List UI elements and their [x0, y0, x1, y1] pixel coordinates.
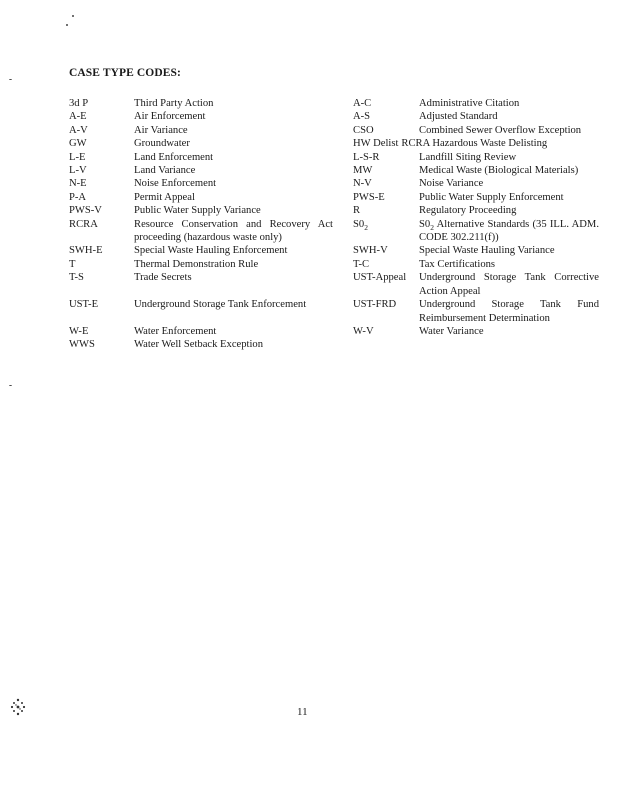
case-code: L-E: [69, 151, 86, 163]
case-description: Noise Variance: [419, 178, 484, 190]
desc-rest: Alternative Standards (35 ILL. ADM. CODE 302.211(f)): [419, 218, 599, 244]
case-code: A-S: [353, 111, 371, 123]
case-description: Water Variance: [419, 325, 484, 337]
case-code: N-E: [69, 178, 87, 190]
list-item: [69, 271, 333, 284]
case-code: 3d P: [69, 98, 89, 109]
case-description: Third Party Action: [134, 98, 214, 109]
case-description: Resource Conservation and Recovery Act proceeding (hazardous waste only): [134, 218, 333, 244]
list-item: [69, 325, 333, 338]
scan-speck: [72, 15, 74, 17]
section-heading: CASE TYPE CODES:: [69, 67, 181, 79]
case-description: Groundwater: [134, 138, 190, 150]
case-code: P-A: [69, 191, 87, 203]
list-item: [353, 151, 599, 164]
case-description: Underground Storage Tank Fund Reimbursement Determination: [419, 299, 599, 324]
list-item: [69, 204, 333, 217]
scan-speck: [9, 79, 12, 80]
list-item: [353, 298, 599, 325]
list-item: [353, 177, 599, 190]
case-description: Medical Waste (Biological Materials): [419, 165, 579, 177]
case-description: Underground Storage Tank Enforcement: [134, 299, 307, 311]
case-code: [353, 218, 419, 245]
case-description: Special Waste Hauling Variance: [419, 245, 555, 257]
case-description: RCRA Hazardous Waste Delisting: [401, 138, 548, 150]
case-code: L-S-R: [353, 151, 380, 163]
case-description: Noise Enforcement: [134, 178, 217, 190]
case-description: Combined Sewer Overflow Exception: [419, 124, 582, 136]
case-code: HW Delist: [353, 138, 399, 150]
list-item: [69, 124, 333, 137]
desc-main: S0: [419, 218, 431, 230]
case-code: PWS-V: [69, 205, 102, 217]
case-description: [419, 218, 599, 245]
case-description: Land Variance: [134, 165, 196, 177]
case-code: GW: [69, 138, 87, 150]
case-description: Thermal Demonstration Rule: [134, 258, 259, 270]
list-item: [353, 191, 599, 204]
case-code: A-E: [69, 111, 87, 123]
case-code: W-V: [353, 325, 374, 337]
scan-speck: [66, 24, 68, 26]
page-number: 11: [297, 706, 308, 718]
scan-speck: [9, 385, 12, 386]
case-description: Trade Secrets: [134, 272, 192, 284]
case-description: Air Enforcement: [134, 111, 206, 123]
list-item: [69, 137, 333, 150]
case-description: Special Waste Hauling Enforcement: [134, 245, 288, 257]
desc-subscript: 2: [430, 222, 434, 232]
case-code: UST-Appeal: [353, 272, 407, 284]
case-description: Land Enforcement: [134, 151, 214, 163]
list-item: [353, 325, 599, 338]
case-description: Adjusted Standard: [419, 111, 498, 123]
case-code: T-S: [69, 272, 84, 284]
case-code: UST-E: [69, 299, 99, 311]
list-item: [353, 124, 599, 137]
spacer: [69, 285, 333, 298]
case-description: Tax Certifications: [419, 258, 496, 270]
list-item: [69, 218, 333, 245]
case-code: SWH-E: [69, 245, 103, 257]
case-code: CSO: [353, 124, 374, 136]
list-item: [353, 110, 599, 123]
case-code: T-C: [353, 258, 370, 270]
list-item: [353, 97, 599, 110]
scan-stamp-mark: [8, 696, 28, 718]
case-code: A-V: [69, 124, 88, 136]
case-code: W-E: [69, 325, 89, 337]
list-item: [353, 244, 599, 257]
list-item: [353, 218, 599, 245]
list-item: [353, 271, 599, 298]
case-code: SWH-V: [353, 245, 388, 257]
list-item: [353, 137, 599, 150]
case-description: Administrative Citation: [419, 98, 520, 109]
case-description: Public Water Supply Variance: [134, 205, 261, 217]
list-item: [353, 204, 599, 217]
case-code: R: [353, 205, 361, 217]
case-description: Water Well Setback Exception: [134, 339, 264, 351]
case-code: A-C: [353, 98, 372, 109]
list-item: [69, 298, 333, 311]
case-code: PWS-E: [353, 191, 385, 203]
case-description: Underground Storage Tank Corrective Action Appeal: [419, 272, 599, 297]
code-subscript: 2: [364, 222, 368, 232]
spacer: [69, 311, 333, 324]
list-item: [353, 164, 599, 177]
list-item: [69, 244, 333, 257]
case-description: Permit Appeal: [134, 191, 195, 203]
left-code-list: [69, 97, 333, 352]
code-main: S0: [353, 218, 365, 230]
list-item: [69, 177, 333, 190]
case-code: T: [69, 258, 76, 270]
right-code-list: [353, 97, 599, 338]
case-code: N-V: [353, 178, 372, 190]
case-code: RCRA: [69, 218, 98, 230]
case-description: Public Water Supply Enforcement: [419, 191, 564, 203]
case-description: Water Enforcement: [134, 325, 217, 337]
list-item: [69, 338, 333, 351]
list-item: [69, 164, 333, 177]
list-item: [69, 258, 333, 271]
list-item: [69, 191, 333, 204]
case-code: L-V: [69, 165, 87, 177]
case-code: MW: [353, 165, 373, 177]
case-code: WWS: [69, 339, 95, 351]
case-description: Regulatory Proceeding: [419, 205, 517, 217]
case-code: UST-FRD: [353, 299, 397, 311]
list-item: [69, 110, 333, 123]
case-description: Air Variance: [134, 124, 188, 136]
list-item: [69, 97, 333, 110]
list-item: [353, 258, 599, 271]
list-item: [69, 151, 333, 164]
case-description: Landfill Siting Review: [419, 151, 517, 163]
